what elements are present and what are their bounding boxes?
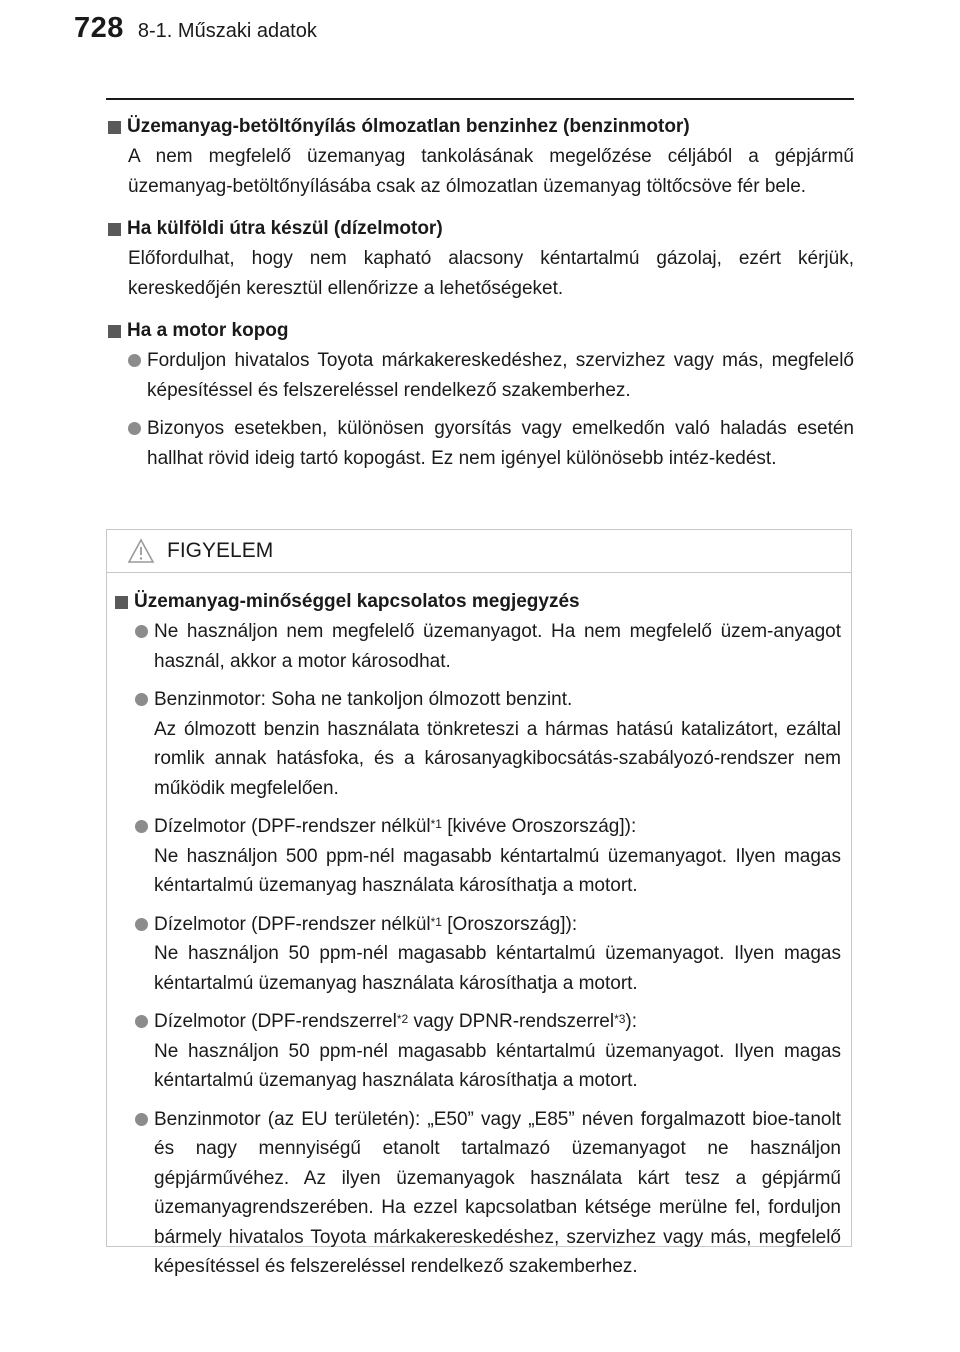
header-rule — [106, 98, 854, 100]
footnote-ref: *1 — [430, 817, 442, 831]
bullet-dot-icon — [135, 820, 148, 833]
page-number: 728 — [74, 12, 124, 44]
list-item — [135, 685, 841, 803]
warning-triangle-icon — [127, 538, 155, 564]
list-item-line: Ne használjon 500 ppm-nél magasabb kéntartalmú üzemanyagot. Ilyen magas kéntartalmú üzemanyag használata károsíthatja a motort. — [154, 845, 841, 896]
list-item-line: Ne használjon 50 ppm-nél magasabb kéntartalmú üzemanyagot. Ilyen magas kéntartalmú üzemanyag használata károsíthatja a motort. — [154, 943, 841, 994]
warning-header — [107, 530, 851, 573]
text-part: Dízelmotor (DPF-rendszer nélkül — [154, 913, 431, 935]
list-item — [135, 910, 841, 999]
bullet-dot-icon — [135, 625, 148, 638]
section-heading-text: Ha külföldi útra készül (dízelmotor) — [127, 218, 443, 239]
square-marker-icon — [108, 223, 121, 236]
bullet-dot-icon — [135, 693, 148, 706]
bullet-dot-icon — [128, 354, 141, 367]
bullet-dot-icon — [135, 1015, 148, 1028]
text-part: [Oroszország]): — [441, 913, 578, 935]
list-item — [135, 617, 841, 676]
list-item-line: Benzinmotor: Soha ne tankoljon ólmozott benzint. — [154, 689, 573, 710]
square-marker-icon — [115, 596, 128, 609]
list-item — [135, 1007, 841, 1096]
bullet-dot-icon — [135, 918, 148, 931]
footnote-ref: *2 — [396, 1012, 409, 1026]
list-item-text: Benzinmotor (az EU területén): „E50” vagy „E85” néven forgalmazott bioe-tanolt és nagy mennyiségű etanolt tartalmazó üzemanyagot ne használjon gépjárművéhez. Az ilyen üzemanyagok használata kárt tesz a gépjármű üzemanyagrendszerében. Ha ezzel kapcsolatban kétsége merülne fel, forduljon bármely hivatalos Toyota márkakereskedéshez, szervizhez vagy más, megfelelő képesítéssel és felszereléssel rendelkező szakemberhez. — [154, 1108, 841, 1277]
page-header — [74, 12, 317, 62]
bullet-dot-icon — [135, 1113, 148, 1126]
section-heading — [108, 316, 854, 346]
list-item-text: Forduljon hivatalos Toyota márkakereskedéshez, szervizhez vagy más, megfelelő képesítéssel és felszereléssel rendelkező szakemberhez. — [147, 350, 854, 401]
section-engine-knocking — [108, 316, 854, 473]
chapter-title: 8-1. Műszaki adatok — [137, 20, 317, 42]
main-content — [108, 112, 854, 486]
section-heading — [108, 112, 854, 142]
list-item-text: Bizonyos esetekben, különösen gyorsítás vagy emelkedőn való haladás esetén hallhat rövid ideig tartó kopogást. Ez nem igényel különösebb intéz-kedést. — [147, 418, 854, 469]
section-paragraph: A nem megfelelő üzemanyag tankolásának megelőzése céljából a gépjármű üzemanyag-betöltőnyílásába csak az ólmozatlan üzemanyag töltőcsöve fér bele. — [128, 146, 854, 197]
square-marker-icon — [108, 325, 121, 338]
list-item-line — [154, 812, 841, 842]
list-item-text: Ne használjon nem megfelelő üzemanyagot. Ha nem megfelelő üzem-anyagot használ, akkor a motor károsodhat. — [154, 621, 841, 672]
footnote-ref: *3 — [614, 1012, 626, 1026]
section-travel-abroad — [108, 214, 854, 303]
section-unleaded-filler — [108, 112, 854, 201]
list-item-line — [154, 910, 841, 940]
warning-heading — [115, 587, 841, 617]
text-part: Dízelmotor (DPF-rendszerrel — [154, 1011, 397, 1032]
list-item — [128, 346, 854, 405]
bullet-dot-icon — [128, 422, 141, 435]
warning-body — [107, 573, 851, 1282]
warning-box — [106, 529, 852, 1277]
text-part: Dízelmotor (DPF-rendszer nélkül — [154, 816, 431, 837]
square-marker-icon — [108, 121, 121, 134]
text-part: [kivéve Oroszország]): — [441, 816, 637, 837]
list-item-text — [154, 685, 841, 803]
list-item — [135, 812, 841, 901]
section-paragraph: Előfordulhat, hogy nem kapható alacsony kéntartalmú gázolaj, ezért kérjük, kereskedőjén keresztül ellenőrizze a lehetőségeket. — [128, 248, 854, 299]
warning-heading-text: Üzemanyag-minőséggel kapcsolatos megjegyzés — [134, 591, 580, 612]
list-item — [135, 1105, 841, 1282]
list-item-text — [154, 910, 841, 999]
warning-title: FIGYELEM — [167, 539, 274, 562]
section-heading-text: Ha a motor kopog — [127, 320, 289, 341]
list-item-line: Ne használjon 50 ppm-nél magasabb kéntartalmú üzemanyagot. Ilyen magas kéntartalmú üzemanyag használata károsíthatja a motort. — [154, 1040, 841, 1091]
text-part: ): — [625, 1011, 638, 1032]
list-item-line — [154, 1007, 841, 1037]
list-item-line: Az ólmozott benzin használata tönkreteszi a hármas hatású katalizátort, ezáltal romlik annak hatásfoka, és a károsanyagkibocsátás-szabályozó-rendszer nem működik megfelelően. — [154, 718, 841, 799]
list-item — [128, 414, 854, 473]
section-heading-text: Üzemanyag-betöltőnyílás ólmozatlan benzinhez (benzinmotor) — [127, 116, 690, 137]
footnote-ref: *1 — [430, 914, 442, 929]
section-heading — [108, 214, 854, 244]
list-item-text — [154, 812, 841, 901]
text-part: vagy DPNR-rendszerrel — [408, 1011, 615, 1032]
list-item-text — [154, 1007, 841, 1096]
